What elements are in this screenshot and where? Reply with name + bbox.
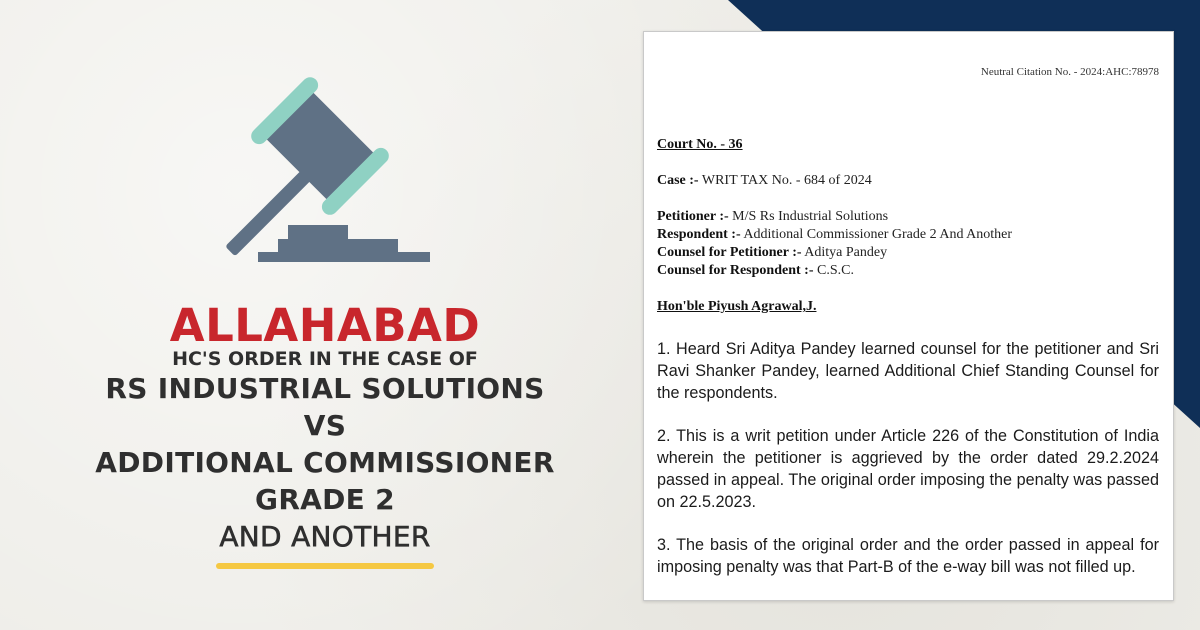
- case-value: WRIT TAX No. - 684 of 2024: [701, 173, 872, 188]
- headline-subtitle: HC'S ORDER IN THE CASE OF: [172, 348, 478, 370]
- counsel-respondent-line: [657, 262, 1157, 280]
- respondent-value: Additional Commissioner Grade 2 And Another: [743, 227, 1013, 242]
- petitioner-value: M/S Rs Industrial Solutions: [732, 209, 889, 224]
- paragraph-1: 1. Heard Sri Aditya Pandey learned counsel for the petitioner and Sri Ravi Shanker Pandey, learned Additional Chief Standing Counsel for the respondents.: [657, 340, 1159, 402]
- case-metadata: [657, 136, 1157, 316]
- counsel-petitioner-label: Counsel for Petitioner :-: [657, 245, 802, 260]
- respondent-label: Respondent :-: [657, 227, 741, 242]
- headline-petitioner: RS INDUSTRIAL SOLUTIONS: [105, 372, 545, 405]
- headline-respondent-grade: GRADE 2: [255, 483, 395, 516]
- headline-respondent: ADDITIONAL COMMISSIONER: [95, 446, 555, 479]
- counsel-respondent-label: Counsel for Respondent :-: [657, 263, 814, 278]
- paragraph-2: 2. This is a writ petition under Article 226 of the Constitution of India wherein the petitioner is aggrieved by the order dated 29.2.2024 passed in appeal. The original order imposing the penalty was passed on 22.5.2023.: [657, 427, 1159, 511]
- counsel-petitioner-value: Aditya Pandey: [804, 245, 888, 260]
- court-order-document: [643, 31, 1174, 601]
- headline-vs: VS: [303, 409, 347, 442]
- headline-court: ALLAHABAD: [169, 299, 481, 352]
- counsel-respondent-value: C.S.C.: [816, 263, 854, 278]
- yellow-underline: [216, 563, 434, 569]
- order-paragraphs: [657, 338, 1159, 599]
- petitioner-label: Petitioner :-: [657, 209, 729, 224]
- gavel-icon: [160, 70, 450, 300]
- counsel-petitioner-line: [657, 244, 1157, 262]
- court-number: Court No. - 36: [657, 137, 743, 152]
- case-line: [657, 172, 1157, 190]
- neutral-citation: Neutral Citation No. - 2024:AHC:78978: [980, 66, 1159, 78]
- paragraph-3: 3. The basis of the original order and the order passed in appeal for imposing penalty was that Part-B of the e-way bill was not filled up.: [657, 536, 1159, 576]
- case-label: Case :-: [657, 173, 699, 188]
- headline-and-another: AND ANOTHER: [219, 520, 431, 553]
- petitioner-line: [657, 208, 1157, 226]
- respondent-line: [657, 226, 1157, 244]
- headline: [70, 300, 580, 569]
- judge-name: Hon'ble Piyush Agrawal,J.: [657, 299, 817, 314]
